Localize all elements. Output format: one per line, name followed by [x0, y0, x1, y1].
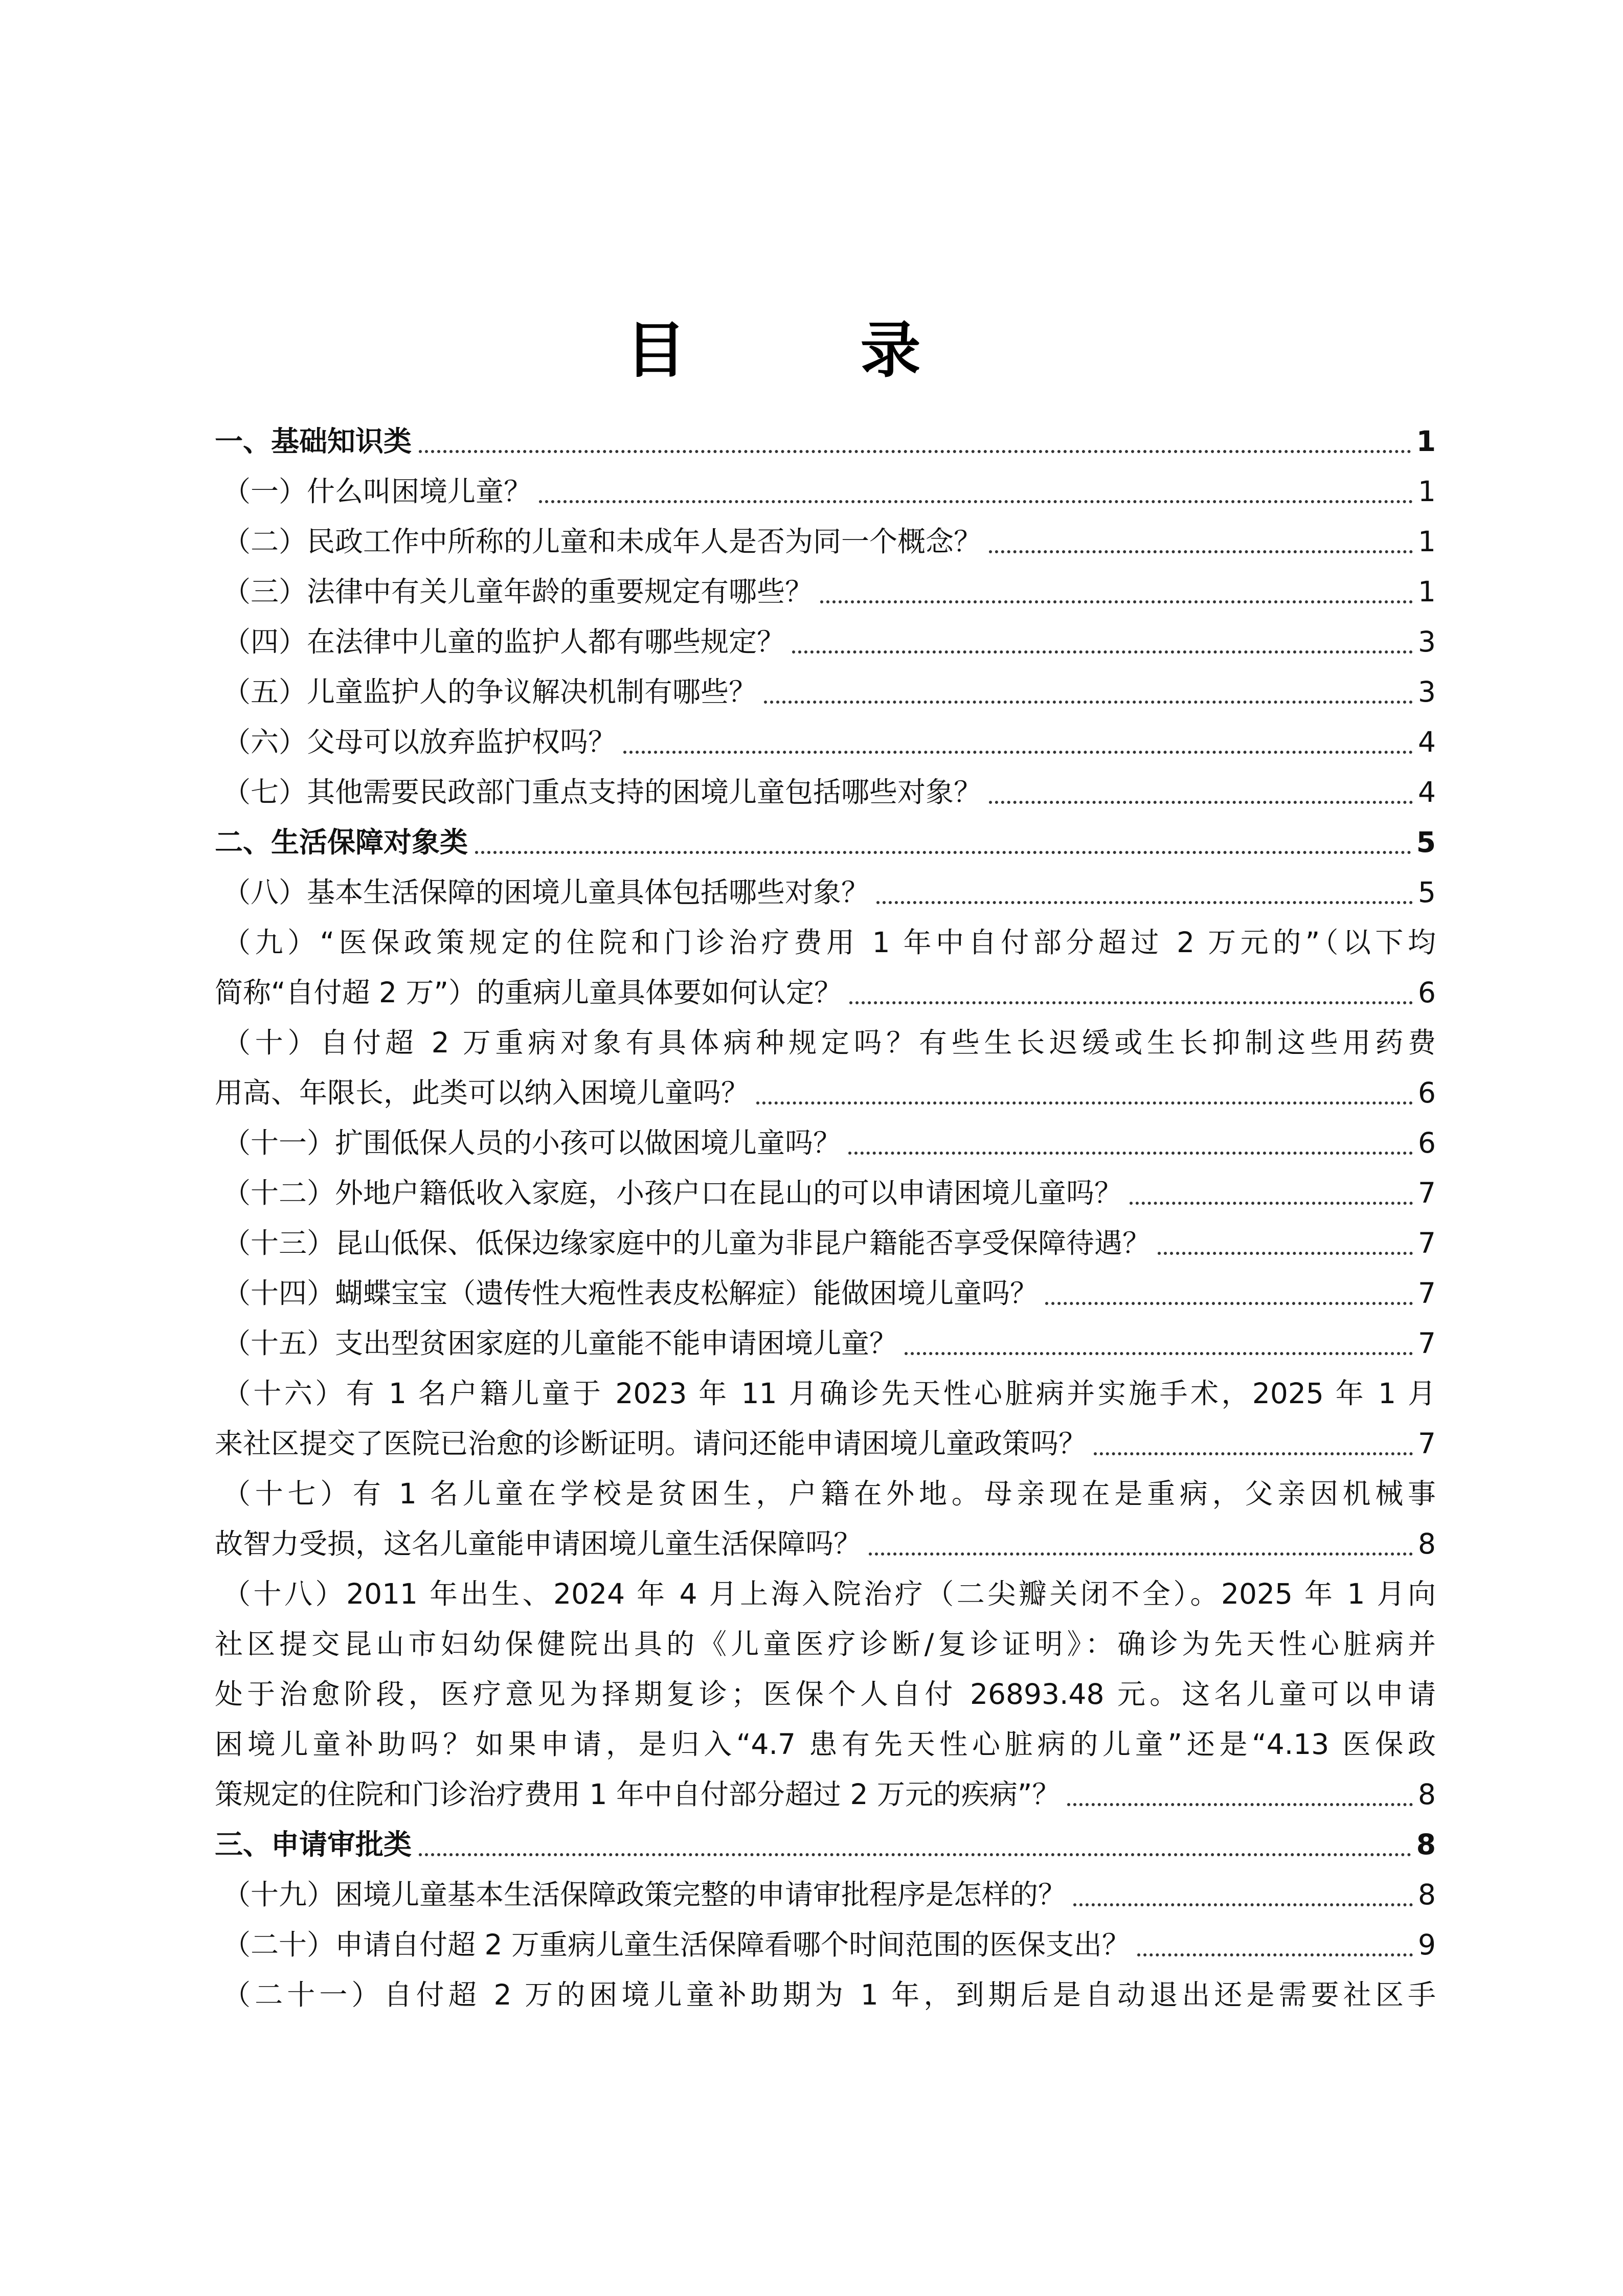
page-number: 4 [1418, 776, 1436, 808]
toc-item[interactable]: 策规定的住院和门诊治疗费用 1 年中自付部分超过 2 万元的疾病”？ 8 [215, 1769, 1436, 1819]
toc-item-wrapped-line[interactable]: （九）“医保政策规定的住院和门诊治疗费用 1 年中自付部分超过 2 万元的”（以下均 [222, 926, 1436, 959]
dot-leader [869, 1552, 1413, 1556]
dot-leader [756, 1101, 1413, 1105]
page-title: 目 录 [625, 314, 998, 386]
toc-item[interactable]: （八）基本生活保障的困境儿童具体包括哪些对象？ 5 [222, 867, 1436, 917]
page-number: 1 [1418, 575, 1436, 608]
page-number: 8 [1416, 1828, 1436, 1861]
dot-leader [1158, 1252, 1413, 1255]
page-number: 1 [1416, 425, 1436, 458]
page-number: 4 [1418, 726, 1436, 758]
dot-leader [848, 1152, 1413, 1155]
dot-leader [989, 801, 1413, 804]
dot-leader [849, 1001, 1413, 1004]
page-number: 6 [1418, 976, 1436, 1009]
dot-leader [623, 751, 1413, 754]
dot-leader [539, 500, 1413, 503]
page-number: 3 [1418, 625, 1436, 658]
toc-item-wrapped-line[interactable]: 社区提交昆山市妇幼保健院出具的《儿童医疗诊断/复诊证明》：确诊为先天性心脏病并 [215, 1628, 1436, 1660]
toc-item-wrapped-line[interactable]: （十八）2011 年出生、2024 年 4 月上海入院治疗（二尖瓣关闭不全）。2025 年 1 月向 [222, 1578, 1436, 1610]
dot-leader [1094, 1452, 1413, 1455]
dot-leader [419, 1853, 1411, 1856]
page-number: 9 [1418, 1928, 1436, 1961]
dot-leader [876, 901, 1413, 904]
page-number: 8 [1418, 1878, 1436, 1911]
page-number: 7 [1418, 1427, 1436, 1460]
dot-leader [1073, 1903, 1413, 1906]
toc-item[interactable]: （三）法律中有关儿童年龄的重要规定有哪些？ 1 [222, 567, 1436, 617]
toc-item[interactable]: （十一）扩围低保人员的小孩可以做困境儿童吗？ 6 [222, 1118, 1436, 1168]
toc-item-wrapped-line[interactable]: 困境儿童补助吗？如果申请，是归入“4.7 患有先天性心脏病的儿童”还是“4.13 医保政 [215, 1728, 1436, 1761]
page-number: 8 [1418, 1527, 1436, 1560]
dot-leader [792, 650, 1413, 654]
toc-item-wrapped-line[interactable]: （二十一）自付超 2 万的困境儿童补助期为 1 年，到期后是自动退出还是需要社区手 [222, 1978, 1436, 2011]
page-number: 7 [1418, 1177, 1436, 1209]
toc-heading[interactable]: 二、生活保障对象类 5 [215, 817, 1436, 867]
toc-item[interactable]: 故智力受损，这名儿童能申请困境儿童生活保障吗？ 8 [215, 1519, 1436, 1569]
toc-item[interactable]: （七）其他需要民政部门重点支持的困境儿童包括哪些对象？ 4 [222, 767, 1436, 817]
dot-leader [989, 550, 1413, 553]
toc-item[interactable]: 用高、年限长，此类可以纳入困境儿童吗？ 6 [215, 1068, 1436, 1118]
toc-item[interactable]: （二十）申请自付超 2 万重病儿童生活保障看哪个时间范围的医保支出？ 9 [222, 1920, 1436, 1970]
toc-item[interactable]: （十三）昆山低保、低保边缘家庭中的儿童为非昆户籍能否享受保障待遇？ 7 [222, 1218, 1436, 1268]
dot-leader [475, 851, 1411, 854]
dot-leader [820, 600, 1413, 603]
toc-item[interactable]: 来社区提交了医院已治愈的诊断证明。请问还能申请困境儿童政策吗？ 7 [215, 1419, 1436, 1469]
toc-item[interactable]: 简称“自付超 2 万”）的重病儿童具体要如何认定？ 6 [215, 967, 1436, 1018]
page-number: 1 [1418, 525, 1436, 558]
toc-item[interactable]: （二）民政工作中所称的儿童和未成年人是否为同一个概念？ 1 [222, 516, 1436, 567]
page-number: 6 [1418, 1127, 1436, 1159]
page-number: 1 [1418, 475, 1436, 508]
page-number: 7 [1418, 1327, 1436, 1360]
toc-item[interactable]: （十二）外地户籍低收入家庭，小孩户口在昆山的可以申请困境儿童吗？ 7 [222, 1168, 1436, 1218]
toc-item[interactable]: （十四）蝴蝶宝宝（遗传性大疱性表皮松解症）能做困境儿童吗？ 7 [222, 1268, 1436, 1318]
dot-leader [905, 1352, 1413, 1355]
page-number: 7 [1418, 1227, 1436, 1259]
toc-item[interactable]: （十五）支出型贫困家庭的儿童能不能申请困境儿童？ 7 [222, 1318, 1436, 1368]
dot-leader [1137, 1953, 1413, 1956]
page-number: 7 [1418, 1277, 1436, 1310]
dot-leader [764, 701, 1413, 704]
page-number: 6 [1418, 1076, 1436, 1109]
page-number: 8 [1418, 1778, 1436, 1811]
toc-item[interactable]: （六）父母可以放弃监护权吗？ 4 [222, 717, 1436, 767]
toc-item[interactable]: （五）儿童监护人的争议解决机制有哪些？ 3 [222, 667, 1436, 717]
page-number: 3 [1418, 676, 1436, 708]
toc-heading[interactable]: 一、基础知识类 1 [215, 416, 1436, 466]
dot-leader [419, 450, 1411, 453]
toc-item[interactable]: （四）在法律中儿童的监护人都有哪些规定？ 3 [222, 617, 1436, 667]
page-number: 5 [1416, 826, 1436, 859]
toc-heading[interactable]: 三、申请审批类 8 [215, 1819, 1436, 1870]
toc-item-wrapped-line[interactable]: （十）自付超 2 万重病对象有具体病种规定吗？有些生长迟缓或生长抑制这些用药费 [222, 1026, 1436, 1059]
dot-leader [1130, 1202, 1413, 1205]
dot-leader [1045, 1302, 1413, 1305]
toc-item[interactable]: （十九）困境儿童基本生活保障政策完整的申请审批程序是怎样的？ 8 [222, 1870, 1436, 1920]
toc-item-wrapped-line[interactable]: （十六）有 1 名户籍儿童于 2023 年 11 月确诊先天性心脏病并实施手术，2025 年 1 月 [222, 1377, 1436, 1410]
toc-item-wrapped-line[interactable]: （十七）有 1 名儿童在学校是贫困生，户籍在外地。母亲现在是重病，父亲因机械事 [222, 1477, 1436, 1510]
toc-item-wrapped-line[interactable]: 处于治愈阶段，医疗意见为择期复诊；医保个人自付 26893.48 元。这名儿童可以申请 [215, 1678, 1436, 1710]
dot-leader [1067, 1803, 1413, 1806]
page-number: 5 [1418, 876, 1436, 909]
toc-item[interactable]: （一）什么叫困境儿童？ 1 [222, 466, 1436, 516]
